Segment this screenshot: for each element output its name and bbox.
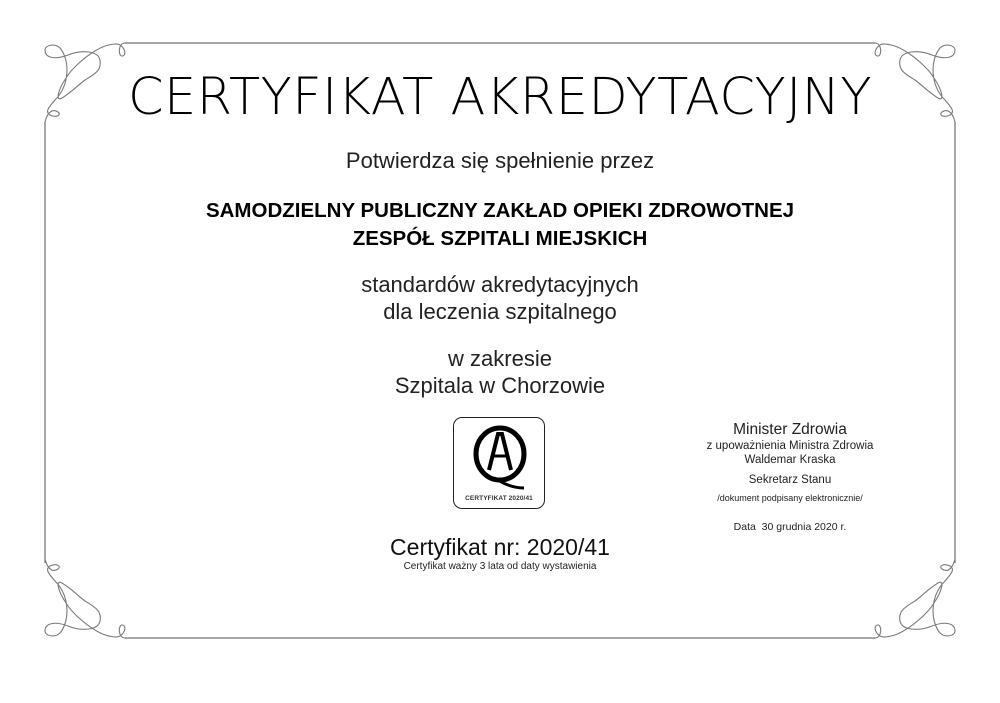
standards-line-2: dla leczenia szpitalnego (383, 299, 617, 324)
scope-line-1: w zakresie (448, 346, 552, 371)
flourish-bottom-left-icon (45, 559, 125, 638)
standards-line-1: standardów akredytacyjnych (361, 272, 639, 297)
entity-name-line-1: SAMODZIELNY PUBLICZNY ZAKŁAD OPIEKI ZDROWOTNEJ (205, 199, 795, 222)
signer-position: Sekretarz Stanu (748, 474, 832, 486)
authorization-note: z upoważnienia Ministra Zdrowia (706, 440, 874, 452)
signature-block (680, 421, 900, 534)
certificate-number: Certyfikat nr: 2020/41 (390, 534, 610, 560)
issue-date: Data 30 grudnia 2020 r. (733, 521, 847, 533)
certificate-number-block (370, 533, 630, 573)
validity-note: Certyfikat ważny 3 lata od daty wystawienia (403, 561, 597, 572)
confirmation-text: Potwierdza się spełnienie przez (345, 148, 655, 173)
accreditation-logo (453, 417, 545, 509)
standards-text (0, 271, 1000, 325)
accredited-entity (0, 197, 1000, 253)
entity-name-line-2: ZESPÓŁ SZPITALI MIEJSKICH (352, 227, 648, 250)
signing-authority: Minister Zdrowia (733, 421, 847, 438)
scope-line-2: Szpitala w Chorzowie (394, 373, 606, 398)
logo-caption: CERTYFIKAT 2020/41 (465, 495, 533, 502)
signer-name: Waldemar Kraska (744, 454, 836, 466)
electronic-signature-note: /dokument podpisany elektronicznie/ (717, 493, 863, 503)
scope-text (0, 345, 1000, 399)
certificate-title: CERTYFIKAT AKREDYTACYJNY (127, 68, 873, 127)
flourish-bottom-right-icon (875, 559, 955, 638)
